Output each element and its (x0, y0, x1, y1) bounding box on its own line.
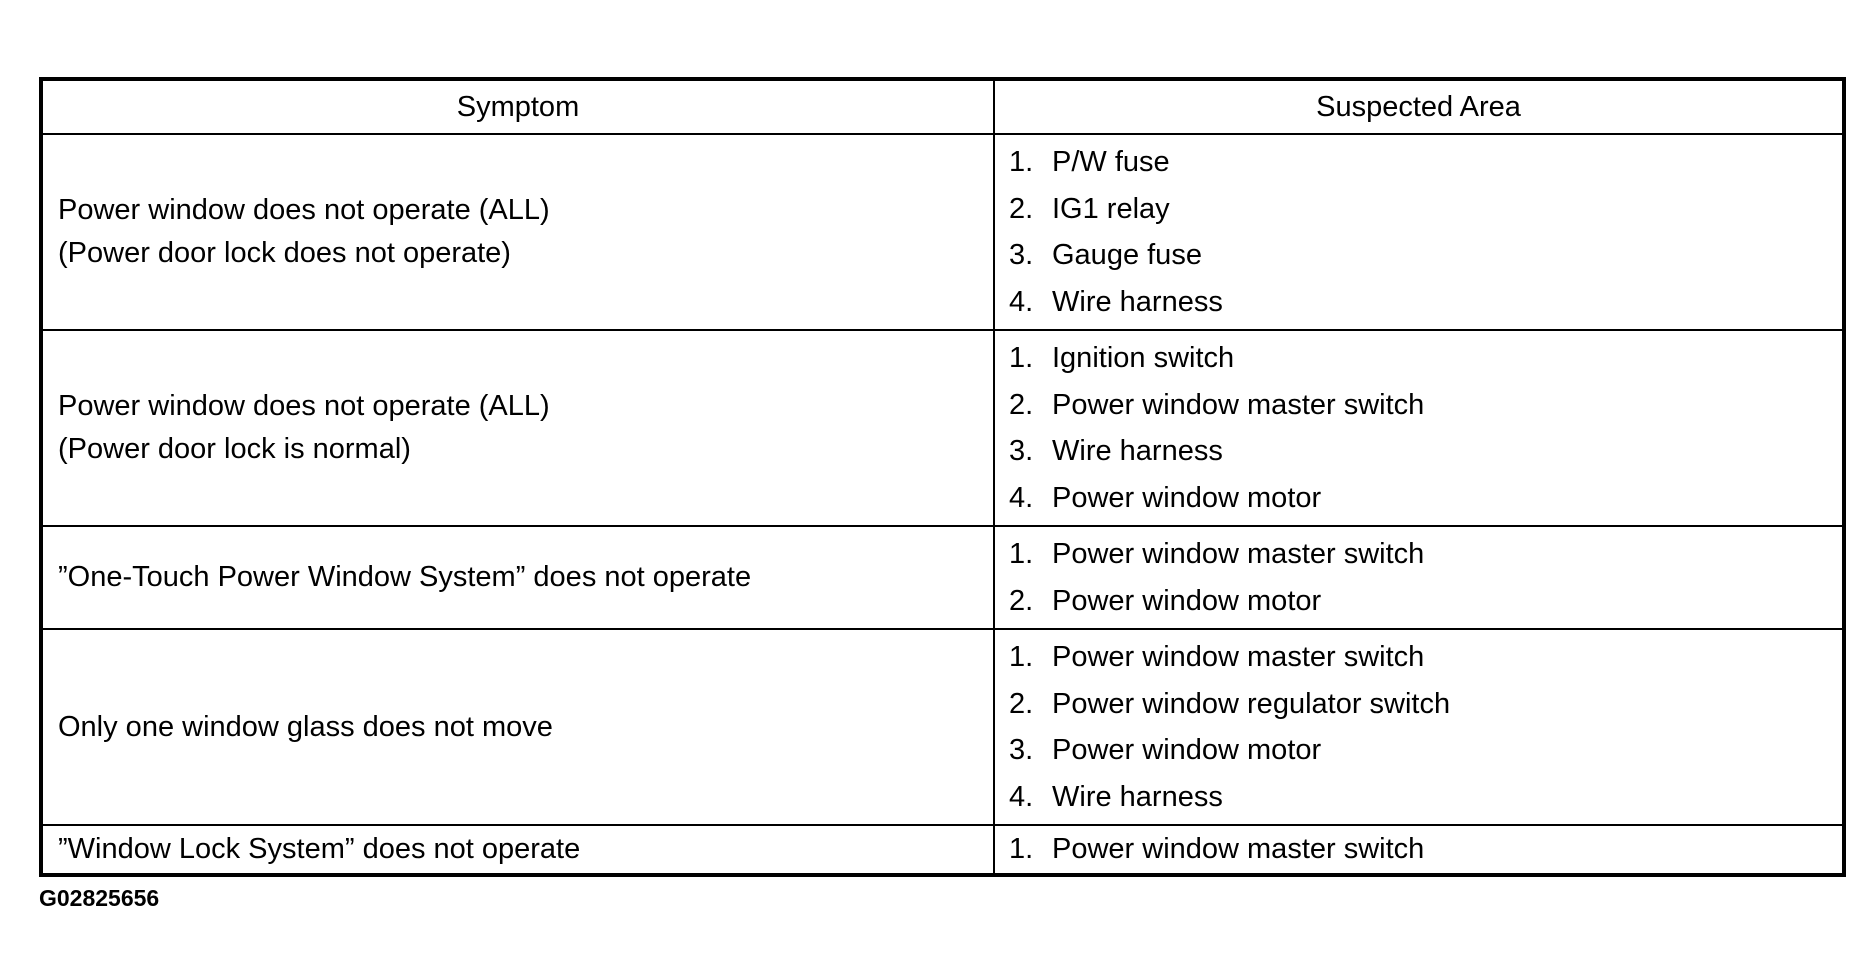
item-number: 3. (1009, 435, 1034, 467)
item-text: Power window master switch (1052, 833, 1425, 865)
list-item (1009, 335, 1842, 382)
list-item (1009, 428, 1842, 475)
item-number: 2. (1009, 687, 1034, 720)
symptom-text: Only one window glass does not move (58, 710, 553, 743)
item-text: Wire harness (1052, 780, 1223, 813)
item-number: 4. (1009, 481, 1034, 514)
symptom-text: Power window does not operate (ALL) (58, 390, 550, 422)
item-text: IG1 relay (1052, 192, 1170, 225)
suspected-area-cell (994, 134, 1844, 330)
item-number: 3. (1009, 734, 1034, 766)
item-text: Power window master switch (1052, 641, 1425, 673)
item-text: Ignition switch (1052, 342, 1235, 374)
list-item (1009, 826, 1842, 873)
list-item (1009, 475, 1842, 522)
symptom-text: ”Window Lock System” does not operate (58, 832, 581, 865)
header-suspected-area: Suspected Area (994, 79, 1844, 134)
list-item (1009, 232, 1842, 279)
troubleshooting-table-container (39, 77, 1842, 877)
list-item (1009, 634, 1842, 681)
troubleshooting-table (39, 77, 1846, 877)
item-text: Gauge fuse (1052, 239, 1202, 271)
item-number: 1. (1009, 342, 1034, 374)
symptom-text: Power window does not operate (ALL) (58, 194, 550, 226)
item-text: Wire harness (1052, 285, 1223, 318)
item-number: 2. (1009, 388, 1034, 421)
symptom-text: (Power door lock does not operate) (58, 237, 511, 269)
list-item (1009, 186, 1842, 233)
suspected-area-list (1009, 531, 1842, 624)
item-number: 2. (1009, 192, 1034, 225)
suspected-area-cell (994, 629, 1844, 825)
item-number: 1. (1009, 833, 1034, 865)
item-number: 3. (1009, 239, 1034, 271)
item-number: 4. (1009, 285, 1034, 318)
item-text: Power window motor (1052, 481, 1322, 514)
item-text: Power window master switch (1052, 388, 1425, 421)
suspected-area-list (1009, 139, 1842, 325)
item-text: Wire harness (1052, 435, 1223, 467)
suspected-area-list (1009, 634, 1842, 820)
symptom-cell (41, 629, 994, 825)
figure-id: G02825656 (39, 885, 160, 911)
list-item (1009, 382, 1842, 429)
item-number: 2. (1009, 584, 1034, 617)
item-text: P/W fuse (1052, 146, 1170, 178)
symptom-cell (41, 825, 994, 875)
table-header-row (41, 79, 1844, 134)
list-item (1009, 279, 1842, 326)
list-item (1009, 774, 1842, 821)
table-row (41, 330, 1844, 526)
list-item (1009, 578, 1842, 625)
item-text: Power window regulator switch (1052, 687, 1451, 720)
suspected-area-cell (994, 526, 1844, 629)
table-row (41, 134, 1844, 330)
item-text: Power window motor (1052, 584, 1322, 617)
item-text: Power window master switch (1052, 538, 1425, 570)
symptom-text: (Power door lock is normal) (58, 433, 411, 465)
symptom-text: ”One-Touch Power Window System” does not operate (58, 561, 752, 593)
item-number: 1. (1009, 538, 1034, 570)
symptom-cell (41, 134, 994, 330)
table-row (41, 825, 1844, 875)
suspected-area-cell (994, 330, 1844, 526)
suspected-area-cell (994, 825, 1844, 875)
symptom-cell (41, 526, 994, 629)
suspected-area-list (1009, 826, 1842, 873)
header-symptom: Symptom (41, 79, 994, 134)
table-row (41, 629, 1844, 825)
list-item (1009, 681, 1842, 728)
list-item (1009, 727, 1842, 774)
table-row (41, 526, 1844, 629)
item-number: 1. (1009, 641, 1034, 673)
item-number: 4. (1009, 780, 1034, 813)
list-item (1009, 531, 1842, 578)
item-number: 1. (1009, 146, 1034, 178)
symptom-cell (41, 330, 994, 526)
suspected-area-list (1009, 335, 1842, 521)
item-text: Power window motor (1052, 734, 1322, 766)
list-item (1009, 139, 1842, 186)
